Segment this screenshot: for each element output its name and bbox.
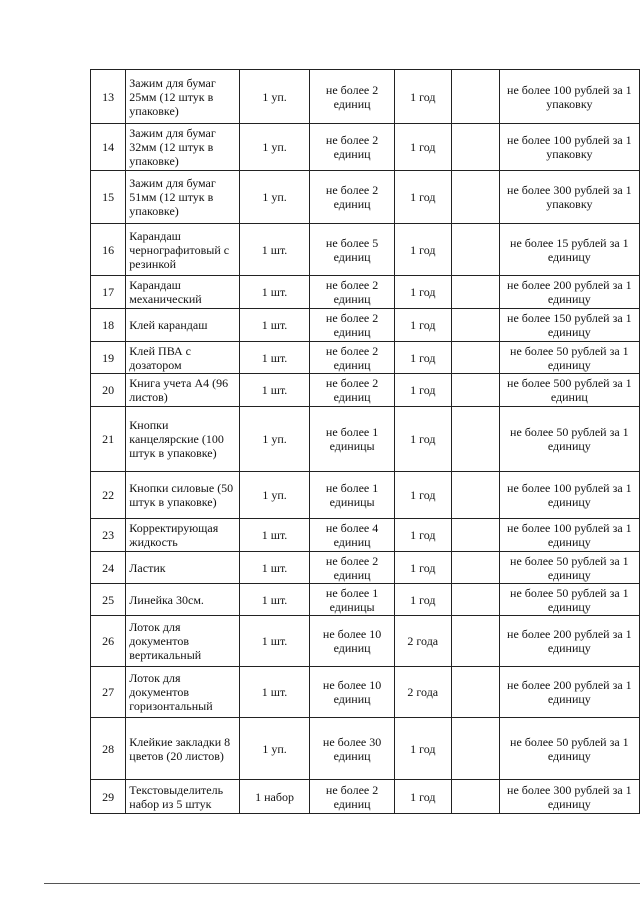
item-name: Лоток для документов горизонтальный <box>126 667 239 718</box>
empty-cell <box>451 472 499 519</box>
row-number: 27 <box>91 667 126 718</box>
item-name: Кнопки силовые (50 штук в упаковке) <box>126 472 239 519</box>
price-limit: не более 50 рублей за 1 единицу <box>499 584 639 616</box>
price-limit: не более 150 рублей за 1 единицу <box>499 309 639 342</box>
quantity-limit: не более 2 единиц <box>310 374 395 407</box>
quantity-limit: не более 30 единиц <box>310 718 395 780</box>
row-number: 19 <box>91 342 126 374</box>
price-limit: не более 50 рублей за 1 единицу <box>499 342 639 374</box>
usage-period: 1 год <box>394 472 451 519</box>
table-row <box>91 472 640 519</box>
empty-cell <box>451 780 499 814</box>
table-row <box>91 374 640 407</box>
usage-period: 1 год <box>394 342 451 374</box>
empty-cell <box>451 276 499 309</box>
item-name: Линейка 30см. <box>126 584 239 616</box>
supplies-table <box>90 69 640 814</box>
item-name: Зажим для бумаг 51мм (12 штук в упаковке) <box>126 171 239 224</box>
price-limit: не более 200 рублей за 1 единицу <box>499 276 639 309</box>
empty-cell <box>451 124 499 171</box>
item-name: Ластик <box>126 552 239 584</box>
item-name: Клей ПВА с дозатором <box>126 342 239 374</box>
unit-of-measure: 1 шт. <box>239 584 310 616</box>
unit-of-measure: 1 уп. <box>239 70 310 124</box>
unit-of-measure: 1 уп. <box>239 718 310 780</box>
price-limit: не более 100 рублей за 1 упаковку <box>499 124 639 171</box>
empty-cell <box>451 309 499 342</box>
quantity-limit: не более 2 единиц <box>310 342 395 374</box>
table-row <box>91 718 640 780</box>
empty-cell <box>451 171 499 224</box>
empty-cell <box>451 224 499 276</box>
table-row <box>91 519 640 552</box>
table-row <box>91 552 640 584</box>
usage-period: 1 год <box>394 718 451 780</box>
price-limit: не более 100 рублей за 1 единицу <box>499 472 639 519</box>
table-row <box>91 224 640 276</box>
quantity-limit: не более 1 единицы <box>310 584 395 616</box>
table-row <box>91 171 640 224</box>
item-name: Книга учета А4 (96 листов) <box>126 374 239 407</box>
item-name: Карандаш механический <box>126 276 239 309</box>
table-row <box>91 276 640 309</box>
quantity-limit: не более 4 единиц <box>310 519 395 552</box>
price-limit: не более 300 рублей за 1 единицу <box>499 780 639 814</box>
item-name: Кнопки канцелярские (100 штук в упаковке) <box>126 407 239 472</box>
row-number: 21 <box>91 407 126 472</box>
price-limit: не более 200 рублей за 1 единицу <box>499 616 639 667</box>
quantity-limit: не более 2 единиц <box>310 70 395 124</box>
item-name: Зажим для бумаг 32мм (12 штук в упаковке) <box>126 124 239 171</box>
row-number: 26 <box>91 616 126 667</box>
price-limit: не более 50 рублей за 1 единицу <box>499 552 639 584</box>
table-row <box>91 70 640 124</box>
unit-of-measure: 1 шт. <box>239 374 310 407</box>
table-row <box>91 124 640 171</box>
table-row <box>91 616 640 667</box>
usage-period: 1 год <box>394 124 451 171</box>
unit-of-measure: 1 шт. <box>239 667 310 718</box>
row-number: 18 <box>91 309 126 342</box>
price-limit: не более 100 рублей за 1 единицу <box>499 519 639 552</box>
empty-cell <box>451 70 499 124</box>
item-name: Лоток для документов вертикальный <box>126 616 239 667</box>
table-row <box>91 667 640 718</box>
unit-of-measure: 1 набор <box>239 780 310 814</box>
item-name: Зажим для бумаг 25мм (12 штук в упаковке) <box>126 70 239 124</box>
usage-period: 1 год <box>394 552 451 584</box>
usage-period: 1 год <box>394 171 451 224</box>
quantity-limit: не более 10 единиц <box>310 616 395 667</box>
unit-of-measure: 1 шт. <box>239 342 310 374</box>
item-name: Карандаш чернографитовый с резинкой <box>126 224 239 276</box>
item-name: Корректирующая жидкость <box>126 519 239 552</box>
usage-period: 1 год <box>394 374 451 407</box>
unit-of-measure: 1 шт. <box>239 276 310 309</box>
empty-cell <box>451 667 499 718</box>
usage-period: 1 год <box>394 519 451 552</box>
row-number: 13 <box>91 70 126 124</box>
empty-cell <box>451 519 499 552</box>
page-bottom-rule <box>44 883 640 884</box>
quantity-limit: не более 1 единицы <box>310 472 395 519</box>
row-number: 15 <box>91 171 126 224</box>
usage-period: 1 год <box>394 224 451 276</box>
empty-cell <box>451 718 499 780</box>
quantity-limit: не более 2 единиц <box>310 276 395 309</box>
quantity-limit: не более 2 единиц <box>310 780 395 814</box>
row-number: 25 <box>91 584 126 616</box>
unit-of-measure: 1 уп. <box>239 407 310 472</box>
usage-period: 1 год <box>394 309 451 342</box>
table-row <box>91 342 640 374</box>
row-number: 20 <box>91 374 126 407</box>
usage-period: 1 год <box>394 407 451 472</box>
row-number: 29 <box>91 780 126 814</box>
price-limit: не более 500 рублей за 1 единиц <box>499 374 639 407</box>
usage-period: 1 год <box>394 584 451 616</box>
row-number: 22 <box>91 472 126 519</box>
unit-of-measure: 1 шт. <box>239 224 310 276</box>
unit-of-measure: 1 шт. <box>239 552 310 584</box>
row-number: 14 <box>91 124 126 171</box>
empty-cell <box>451 552 499 584</box>
unit-of-measure: 1 уп. <box>239 124 310 171</box>
item-name: Текстовыделитель набор из 5 штук <box>126 780 239 814</box>
quantity-limit: не более 10 единиц <box>310 667 395 718</box>
unit-of-measure: 1 уп. <box>239 171 310 224</box>
quantity-limit: не более 2 единиц <box>310 171 395 224</box>
row-number: 16 <box>91 224 126 276</box>
unit-of-measure: 1 шт. <box>239 309 310 342</box>
item-name: Клейкие закладки 8 цветов (20 листов) <box>126 718 239 780</box>
price-limit: не более 100 рублей за 1 упаковку <box>499 70 639 124</box>
unit-of-measure: 1 шт. <box>239 616 310 667</box>
unit-of-measure: 1 уп. <box>239 472 310 519</box>
table-row <box>91 309 640 342</box>
price-limit: не более 300 рублей за 1 упаковку <box>499 171 639 224</box>
empty-cell <box>451 374 499 407</box>
empty-cell <box>451 342 499 374</box>
table-row <box>91 584 640 616</box>
row-number: 17 <box>91 276 126 309</box>
quantity-limit: не более 2 единиц <box>310 552 395 584</box>
row-number: 24 <box>91 552 126 584</box>
quantity-limit: не более 2 единиц <box>310 124 395 171</box>
table-body <box>91 70 640 814</box>
table-row <box>91 780 640 814</box>
empty-cell <box>451 616 499 667</box>
price-limit: не более 50 рублей за 1 единицу <box>499 407 639 472</box>
empty-cell <box>451 584 499 616</box>
usage-period: 1 год <box>394 780 451 814</box>
usage-period: 1 год <box>394 70 451 124</box>
row-number: 23 <box>91 519 126 552</box>
usage-period: 2 года <box>394 616 451 667</box>
unit-of-measure: 1 шт. <box>239 519 310 552</box>
table-row <box>91 407 640 472</box>
item-name: Клей карандаш <box>126 309 239 342</box>
usage-period: 1 год <box>394 276 451 309</box>
price-limit: не более 200 рублей за 1 единицу <box>499 667 639 718</box>
price-limit: не более 50 рублей за 1 единицу <box>499 718 639 780</box>
row-number: 28 <box>91 718 126 780</box>
quantity-limit: не более 2 единиц <box>310 309 395 342</box>
usage-period: 2 года <box>394 667 451 718</box>
price-limit: не более 15 рублей за 1 единицу <box>499 224 639 276</box>
quantity-limit: не более 5 единиц <box>310 224 395 276</box>
empty-cell <box>451 407 499 472</box>
quantity-limit: не более 1 единицы <box>310 407 395 472</box>
